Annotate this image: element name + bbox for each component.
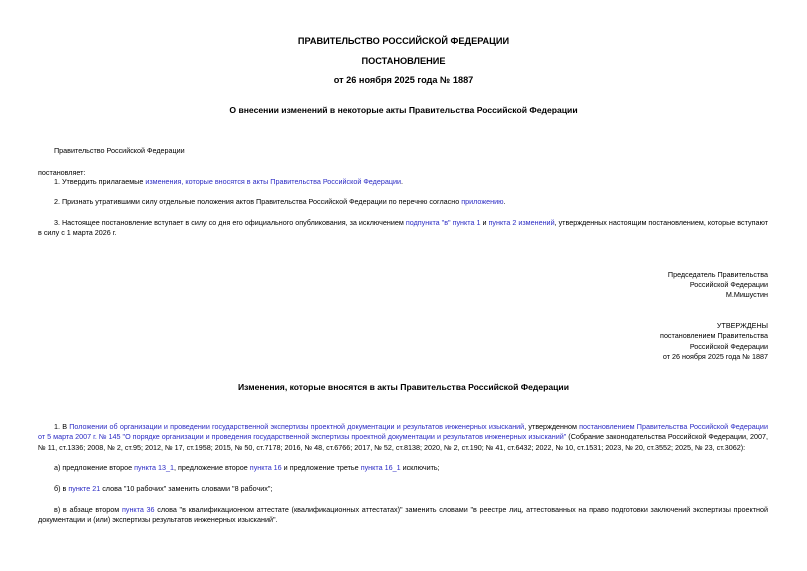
point-2-link[interactable]: пункта 2 изменений [488, 218, 555, 227]
changes-title: Изменения, которые вносятся в акты Правительства Российской Федерации [237, 382, 569, 392]
approved-date: от 26 ноября 2025 года № 1887 [662, 352, 768, 361]
document-type: ПОСТАНОВЛЕНИЕ [361, 56, 446, 66]
signature-country: Российской Федерации [689, 280, 768, 289]
approved-label: УТВЕРЖДЕНЫ [716, 321, 768, 330]
point-21-link[interactable]: пункте 21 [68, 484, 101, 493]
government-name: ПРАВИТЕЛЬСТВО РОССИЙСКОЙ ФЕДЕРАЦИИ [297, 36, 510, 46]
preamble-decides: постановляет: [38, 168, 86, 177]
item-1: 1. Утвердить прилагаемые изменения, которые вносятся в акты Правительства Российской Федерации. [54, 177, 403, 186]
signature-name: М.Мишустин [725, 290, 768, 299]
document-title: О внесении изменений в некоторые акты Правительства Российской Федерации [229, 105, 578, 115]
approved-country: Российской Федерации [689, 342, 768, 351]
point-36-link[interactable]: пункта 36 [121, 505, 155, 514]
change-point-1: 1. В Положении об организации и проведении государственной экспертизы проектной документации и результатов инженерных изысканий, утвержденном постановлением Правительства Российской Федерации от 5 марта 2007 г. № 145 "О порядке организации и проведения государственной экспертизы проектной документации и результатов инженерных изысканий" (Собрание законодательства Российской Федерации, 2007, № 11, ст.1336; 2008, № 2, ст.95; 2012, № 17, ст.1958; 2015, № 50, ст.7178; 2016, № 48, ст.6766; 2017, № 52, ст.8138; 2020, № 2, ст.190; № 41, ст.6432; 2022, № 10, ст.1531; 2023, № 20, ст.3552; 2025, № 23, ст.3062): [38, 422, 768, 452]
changes-link[interactable]: изменения, которые вносятся в акты Правительства Российской Федерации [145, 177, 401, 186]
subpoint-a: а) предложение второе пункта 13_1, предложение второе пункта 16 и предложение третье пункта 16_1 исключить; [54, 463, 440, 472]
preamble-subject: Правительство Российской Федерации [54, 146, 185, 155]
subpoint-v-link[interactable]: подпункта "в" пункта 1 [405, 218, 481, 227]
point-16-1-link[interactable]: пункта 16_1 [360, 463, 401, 472]
regulation-link[interactable]: Положении об организации и проведении государственной экспертизы проектной документации и результатов инженерных изысканий [69, 422, 525, 431]
signature-title: Председатель Правительства [667, 270, 768, 279]
item-2: 2. Признать утратившими силу отдельные положения актов Правительства Российской Федерации по перечню согласно приложению. [54, 197, 506, 206]
point-16-link[interactable]: пункта 16 [249, 463, 282, 472]
subpoint-b: б) в пункте 21 слова "10 рабочих" заменить словами "8 рабочих"; [54, 484, 273, 493]
appendix-link[interactable]: приложению [461, 197, 504, 206]
point-13-1-link[interactable]: пункта 13_1 [134, 463, 175, 472]
document-date-number: от 26 ноября 2025 года № 1887 [333, 75, 474, 85]
approved-by: постановлением Правительства [660, 331, 768, 340]
subpoint-v: в) в абзаце втором пункта 36 слова "в квалификационном аттестате (квалификационных аттестатах)" заменить словами "в реестре лиц, аттестованных на право подготовки заключений экспертизы проектной документации и (или) экспертизы результатов инженерных изысканий". [38, 505, 769, 525]
item-3: 3. Настоящее постановление вступает в силу со дня его официального опубликования, за исключением подпункта "в" пункта 1 и пункта 2 изменений, утвержденных настоящим постановлением, которые вступают в силу с 1 марта 2026 г. [38, 218, 768, 238]
decree-145-link[interactable]: постановлением Правительства Российской Федерации от 5 марта 2007 г. № 145 "О порядке организации и проведения государственной экспертизы проектной документации и результатов инженерных изысканий" [38, 422, 768, 442]
